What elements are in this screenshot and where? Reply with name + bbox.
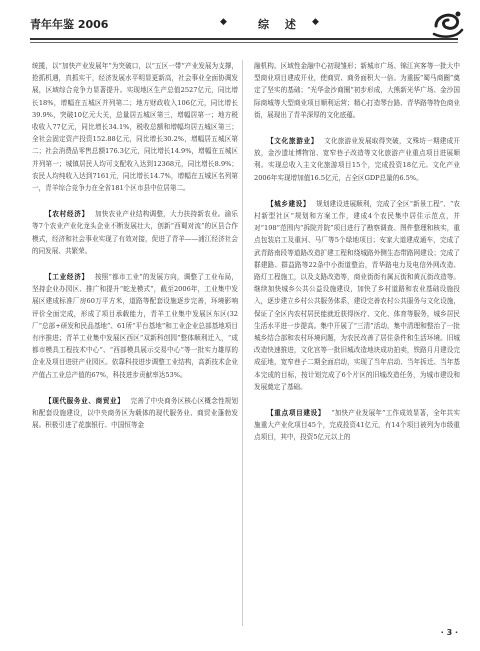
section-tag: 【城乡建设】 <box>267 199 311 208</box>
section-tag: 【农村经济】 <box>45 210 89 219</box>
section-paragraph <box>32 271 238 381</box>
paragraph: 统揽，以“加快产业发展年”为突破口，以“五区一带”产业发展为支撑，抢抓机遇，真抓实干，经济发展水平明显更新高，社会事业全面协调发展，区域综合竞争力显著提升。实现地区生产总值2527亿元，同比增长18%，增幅在五城区并列第二；地方财政收入106亿元，同比增长39.9%，突破10亿元大关，总量居五城区第三，增幅居第一；地方税收收入77亿元，同比增长34.1%，税收总额和增幅均居五城区第三；全社会固定资产投资152.88亿元，同比增长30.2%，增幅居五城区第二；社会消费品零售总额176.3亿元，同比增长14.9%，增幅在五城区并列第一；城镇居民人均可支配收入达到12368元，同比增长8.9%；农民人均纯收入达到7161元，同比增长14.7%，增幅在五城区名列第一，青羊综合竞争力在全省181个区市县中位居第二。 <box>32 62 238 193</box>
section-text: “加快产业发展年”工作成效显著，全年共实施重大产业化项目45个，完成投资41亿元，有14个项目被列为市级重点项目，其中，投资5亿元以上的 <box>254 409 461 442</box>
section-tag: 【工业经济】 <box>45 273 89 282</box>
right-column <box>254 60 460 444</box>
column-divider <box>242 60 243 626</box>
page-header <box>30 8 458 40</box>
section-paragraph <box>32 395 238 432</box>
section-title: 综 述 <box>258 18 302 31</box>
diamond-icon: ◆ <box>220 17 227 27</box>
header-rule-thin <box>30 42 458 43</box>
section-tag: 【重点项目建设】 <box>267 409 326 418</box>
section-paragraph <box>254 407 460 444</box>
section-paragraph <box>32 208 238 257</box>
section-tag: 【现代服务业、商贸业】 <box>45 396 125 405</box>
left-column <box>32 60 238 431</box>
section-paragraph <box>254 198 460 393</box>
section-text: 文化旅游业发展取得突破，文殊坊一期建成开放，金沙遗址博物馆、宽窄巷子改造等文化旅游产业重点项目进展顺利。实现总收入主文化旅游项目15个，完成投资18亿元。文化产业2006年实现增加值16.5亿元，占全区GDP总量的6.5%。 <box>254 137 461 182</box>
section-text: 按照“都市工业”的发展方向，调整了工业布局，坚持企业办园区、推广和提升“蛇龙模式”，截至2006年，工业集中发展区建成标准厂房60万平方米，道路等配套设施逐步完善，环境影响评价全面完成，形成了项目承载能力，青羊工业集中发展区东区(32厂“总部+研发和民品基地”、61所“平台基地”和工业企业总部基地项目有序推进；青羊工业集中发展区西区“双新科创园”整体顺利迁入，“成都市模具工程技术中心”、“西部模具展示交易中心”等一批实力雄厚的企业及项目进驻产业园区。依靠科技进步调整工业结构，高新技术企业产值占工业总产值的67%，科技进步贡献率达53%。 <box>32 273 238 379</box>
paragraph: 融机构。区域性金融中心初现雏形；新城市广场、锦江宾客等一批大中型商业项目建成开业，使商贸、商务面积大一倍。为重振“蜀马商圈”奠定了坚实的基础；“光华金沙商圈”初步形成，大熊新光华广场、金沙国际商城等大型商业项目顺利运营；精心打造琴台路、青华路等特色商业街，展现出了青羊深厚的文化底蕴。 <box>254 62 460 119</box>
page-number: · 3 · <box>440 628 458 637</box>
header-rule <box>30 38 458 40</box>
section-text: 加快农业产业结构调整，大力扶持新农业。渝乐等7个农业产业化龙头企业不断发展壮大，创新“西蜀对流”的区县合作模式，经济和社会事业实现了有效对接，促进了青羊——浦江经济社会的同发展、共繁荣。 <box>32 210 239 255</box>
section-text: 规划建设进展顺利，完成了全区“新景工程”、“农村新型社区”规划和方案工作，建成4个农民集中居住示范点，并对“198”范围内“拆院并院”项目进行了勘察调查、图件整理和核实，重点包装启工及重河、马厂等5个绿地项目；安家大道建成通车，完成了武青路南段等道路改造扩建工程和绕城路外侧生态带路网建设；完成了群建路、群益路等22条中小街道整治，青华路电力及电信外网改造、路灯工程施工，以及支路改造等，商业街街有属瓦街和黄瓦街改造等。继续加快城乡公共公益设施建设，加快了乡村道路和农业基础设施投入，逐步建立乡村公共服务体系，建设完善农村公共服务与文化设施，保证了全区内农村居民能就近获得医疗、文化、体育等服务，城乡居民生活水平进一步提高。集中开展了“三清”活动，集中清理和整治了一批城乡结合部和农村环境问题，为农民改善了居住条件和生活环境。旧城改造快速推进，文化宫等一批旧城改造地块成功拍卖，铁路月月建设完成征地，宽窄巷子二期全面启动，实现了当年启动、当年拆迁、当年基本完成的目标，按计划完成了6个片区的旧城改造任务，为城市建设和发展奠定了基础。 <box>254 199 460 391</box>
section-text: 完善了中央商务区核心区概念性规划和配套设施建设，以中央商务区为载体的现代服务业、商贸业蓬勃发展。积极引进了花旗银行、中国恒等金 <box>32 396 239 430</box>
section-tag: 【文化旅游业】 <box>267 137 319 146</box>
yearbook-title: 青年年鉴 2006 <box>30 18 109 31</box>
section-paragraph <box>254 135 460 184</box>
diamond-icon: ◆ <box>312 17 319 27</box>
